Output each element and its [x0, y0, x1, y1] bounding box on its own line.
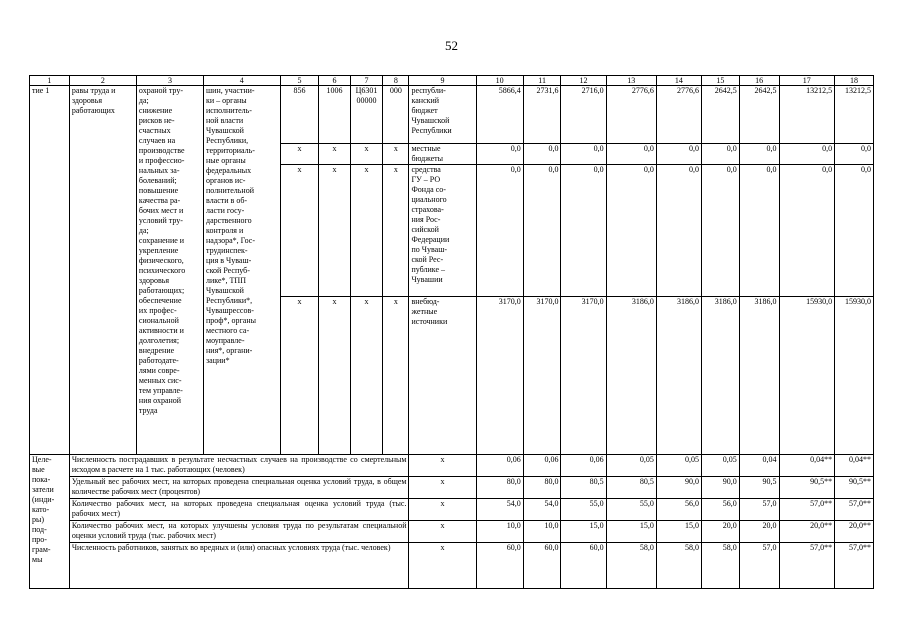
column-number: 9	[409, 76, 476, 86]
funding-value-cell: 3170,0	[523, 297, 561, 455]
indicator-value-cell: 57,0	[739, 543, 779, 589]
indicator-value-cell: 54,0	[523, 499, 561, 521]
funding-value-cell: 0,0	[739, 165, 779, 297]
funding-value-cell: 2642,5	[701, 86, 739, 144]
indicator-row	[30, 543, 874, 589]
grbs-code-cell: x	[280, 144, 319, 165]
indicator-row	[30, 521, 874, 543]
target-code-cell: x	[350, 144, 383, 165]
indicator-text-cell: Количество рабочих мест, на которых улучшены условия труда по результатам специальной оценки условий труда (тыс. рабочих мест)	[69, 521, 409, 543]
funding-value-cell: 0,0	[476, 144, 523, 165]
executors-cell: шин, участни- ки – органы исполнитель- ной власти Чувашской Республики, территориаль- ные органы федеральных органов ис- полнительной власти в об- ласти госу- дарственного контроля и надзора*, Гос- трудинспек- ция в Чуваш- ской Респуб- лике*, ТПП Чувашской Республики*, Чувашрессов- проф*, органы местного са- моуправле- ния*, органи- зации*	[204, 86, 281, 455]
column-number-row	[30, 76, 874, 86]
column-number: 13	[606, 76, 656, 86]
grbs-code-cell: x	[280, 297, 319, 455]
indicator-value-cell: 90,5**	[835, 477, 874, 499]
indicator-value-cell: 60,0	[476, 543, 523, 589]
funding-value-cell: 3170,0	[561, 297, 606, 455]
column-number: 2	[69, 76, 136, 86]
indicator-value-cell: 0,04**	[835, 455, 874, 477]
funding-value-cell: 0,0	[656, 165, 701, 297]
task-description-cell: охраной тру- да; снижение рисков не- счастных случаев на производстве и профессио- нальных за- болеваний; повышение качества ра- бочих мест и условий тру- да; сохранение и укрепление физического, психического здоровья работающих; обеспечение их профес- сиональной активности и долголетия; внедрение работодате- лями совре- менных сис- тем управле- ния охраной труда	[136, 86, 203, 455]
indicator-row	[30, 455, 874, 477]
indicator-value-cell: 57,0**	[835, 543, 874, 589]
funding-value-cell: 0,0	[701, 165, 739, 297]
funding-value-cell: 3186,0	[656, 297, 701, 455]
indicator-value-cell: 56,0	[656, 499, 701, 521]
funding-value-cell: 2642,5	[739, 86, 779, 144]
indicator-value-cell: 80,5	[561, 477, 606, 499]
funding-value-cell: 0,0	[606, 144, 656, 165]
indicator-value-cell: 57,0**	[779, 499, 835, 521]
indicator-x-cell: x	[409, 543, 476, 589]
indicator-value-cell: 20,0**	[779, 521, 835, 543]
indicator-value-cell: 56,0	[701, 499, 739, 521]
section-code-cell: x	[319, 165, 350, 297]
indicator-value-cell: 90,0	[656, 477, 701, 499]
funding-value-cell: 13212,5	[835, 86, 874, 144]
funding-value-cell: 2731,6	[523, 86, 561, 144]
funding-value-cell: 0,0	[476, 165, 523, 297]
indicator-value-cell: 0,05	[701, 455, 739, 477]
column-number: 18	[835, 76, 874, 86]
indicators-label-cell: Целе- вые пока- затели (инди- като- ры) под- про- грам- мы	[30, 455, 70, 589]
funding-value-cell: 0,0	[656, 144, 701, 165]
expense-type-cell: x	[383, 165, 409, 297]
funding-value-cell: 0,0	[779, 144, 835, 165]
column-number: 15	[701, 76, 739, 86]
row-label-cell: тие 1	[30, 86, 70, 455]
indicator-value-cell: 90,5**	[779, 477, 835, 499]
column-number: 5	[280, 76, 319, 86]
funding-value-cell: 13212,5	[779, 86, 835, 144]
funding-value-cell: 0,0	[835, 165, 874, 297]
column-number: 4	[204, 76, 281, 86]
grbs-code-cell: x	[280, 165, 319, 297]
indicator-value-cell: 55,0	[606, 499, 656, 521]
column-number: 3	[136, 76, 203, 86]
indicator-value-cell: 80,0	[523, 477, 561, 499]
column-number: 11	[523, 76, 561, 86]
indicator-value-cell: 10,0	[476, 521, 523, 543]
indicator-text-cell: Численность работников, занятых во вредных и (или) опасных условиях труда (тыс. человек)	[69, 543, 409, 589]
funding-row	[30, 86, 874, 144]
indicator-x-cell: x	[409, 477, 476, 499]
indicator-value-cell: 58,0	[701, 543, 739, 589]
indicator-text-cell: Удельный вес рабочих мест, на которых проведена специальная оценка условий труда, в общем количестве рабочих мест (процентов)	[69, 477, 409, 499]
indicator-value-cell: 57,0	[739, 499, 779, 521]
indicator-value-cell: 90,0	[701, 477, 739, 499]
indicator-row	[30, 499, 874, 521]
funding-value-cell: 0,0	[561, 144, 606, 165]
column-number: 1	[30, 76, 70, 86]
indicator-value-cell: 15,0	[656, 521, 701, 543]
target-code-cell: x	[350, 165, 383, 297]
funding-source-cell: внебюд- жетные источники	[409, 297, 476, 455]
column-number: 14	[656, 76, 701, 86]
indicator-value-cell: 58,0	[606, 543, 656, 589]
section-code-cell: x	[319, 144, 350, 165]
funding-value-cell: 2716,0	[561, 86, 606, 144]
section-code-cell: x	[319, 297, 350, 455]
page-number: 52	[445, 38, 458, 53]
indicator-x-cell: x	[409, 521, 476, 543]
indicator-value-cell: 0,06	[523, 455, 561, 477]
funding-value-cell: 15930,0	[779, 297, 835, 455]
funding-source-cell: местные бюджеты	[409, 144, 476, 165]
indicator-value-cell: 0,04	[739, 455, 779, 477]
indicator-value-cell: 80,0	[476, 477, 523, 499]
grbs-code-cell: 856	[280, 86, 319, 144]
subprogram-title-cell: равы труда и здоровья работающих	[69, 86, 136, 455]
indicator-value-cell: 0,05	[606, 455, 656, 477]
column-number: 6	[319, 76, 350, 86]
indicator-value-cell: 57,0**	[779, 543, 835, 589]
section-code-cell: 1006	[319, 86, 350, 144]
indicator-value-cell: 0,06	[476, 455, 523, 477]
expense-type-cell: x	[383, 144, 409, 165]
indicator-value-cell: 60,0	[523, 543, 561, 589]
indicator-value-cell: 90,5	[739, 477, 779, 499]
indicator-value-cell: 0,05	[656, 455, 701, 477]
column-number: 16	[739, 76, 779, 86]
indicator-value-cell: 60,0	[561, 543, 606, 589]
indicator-value-cell: 10,0	[523, 521, 561, 543]
funding-value-cell: 2776,6	[656, 86, 701, 144]
target-code-cell: Ц6301 00000	[350, 86, 383, 144]
expense-type-cell: 000	[383, 86, 409, 144]
indicator-row	[30, 477, 874, 499]
funding-value-cell: 0,0	[739, 144, 779, 165]
funding-value-cell: 0,0	[561, 165, 606, 297]
indicator-value-cell: 20,0	[701, 521, 739, 543]
funding-value-cell: 3186,0	[739, 297, 779, 455]
funding-source-cell: республи- канский бюджет Чувашской Республики	[409, 86, 476, 144]
funding-value-cell: 0,0	[835, 144, 874, 165]
indicator-value-cell: 80,5	[606, 477, 656, 499]
indicator-value-cell: 20,0**	[835, 521, 874, 543]
funding-value-cell: 3186,0	[701, 297, 739, 455]
indicator-x-cell: x	[409, 499, 476, 521]
indicator-value-cell: 0,06	[561, 455, 606, 477]
indicator-text-cell: Количество рабочих мест, на которых проведена специальная оценка условий труда (тыс. рабочих мест)	[69, 499, 409, 521]
funding-value-cell: 3170,0	[476, 297, 523, 455]
indicator-value-cell: 58,0	[656, 543, 701, 589]
indicator-text-cell: Численность пострадавших в результате несчастных случаев на производстве со смертельным исходом в расчете на 1 тыс. работающих (человек)	[69, 455, 409, 477]
indicator-value-cell: 54,0	[476, 499, 523, 521]
funding-value-cell: 15930,0	[835, 297, 874, 455]
indicator-value-cell: 20,0	[739, 521, 779, 543]
indicator-value-cell: 0,04**	[779, 455, 835, 477]
column-number: 7	[350, 76, 383, 86]
funding-source-cell: средства ГУ – РО Фонда со- циального страхова- ния Рос- сийской Федерации по Чуваш- ской Рес- публике – Чувашии	[409, 165, 476, 297]
indicator-value-cell: 15,0	[606, 521, 656, 543]
indicator-x-cell: x	[409, 455, 476, 477]
target-code-cell: x	[350, 297, 383, 455]
funding-value-cell: 0,0	[523, 144, 561, 165]
funding-value-cell: 3186,0	[606, 297, 656, 455]
funding-value-cell: 0,0	[523, 165, 561, 297]
funding-value-cell: 0,0	[701, 144, 739, 165]
column-number: 10	[476, 76, 523, 86]
expense-type-cell: x	[383, 297, 409, 455]
column-number: 8	[383, 76, 409, 86]
program-table	[29, 75, 874, 589]
funding-value-cell: 0,0	[606, 165, 656, 297]
indicator-value-cell: 15,0	[561, 521, 606, 543]
funding-value-cell: 2776,6	[606, 86, 656, 144]
column-number: 12	[561, 76, 606, 86]
column-number: 17	[779, 76, 835, 86]
indicator-value-cell: 55,0	[561, 499, 606, 521]
funding-value-cell: 5866,4	[476, 86, 523, 144]
funding-value-cell: 0,0	[779, 165, 835, 297]
indicator-value-cell: 57,0**	[835, 499, 874, 521]
